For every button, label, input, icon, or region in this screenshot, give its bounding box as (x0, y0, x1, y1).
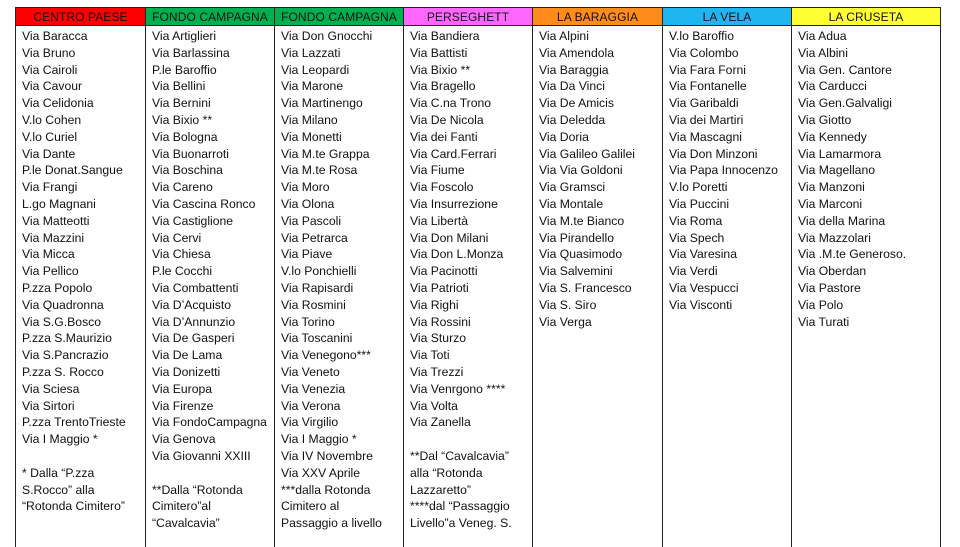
street-item: Via Castiglione (152, 213, 234, 228)
street-item: Via Bruno (22, 45, 76, 60)
footnote-line: **Dalla “Rotonda (152, 482, 243, 497)
street-item: Via Martinengo (281, 96, 363, 111)
street-item: Via Rapisardi (281, 280, 354, 295)
footnote-line: **Dal “Cavalcavia” (410, 448, 509, 463)
street-item: Via Albini (798, 45, 848, 60)
street-item: Via Baraggia (539, 62, 609, 77)
zone-header: LA BARAGGIA (533, 7, 662, 26)
street-item: Via Adua (798, 29, 847, 43)
street-item: Via Pacinotti (410, 264, 478, 279)
street-item: Via Venegono*** (281, 348, 371, 363)
street-item: Via Matteotti (22, 213, 90, 228)
street-item: Via Combattenti (152, 280, 239, 295)
street-item: Via Donizetti (152, 364, 221, 379)
street-item: L.go Magnani (22, 196, 96, 211)
street-item: V.lo Baroffio (669, 29, 735, 43)
street-item: Via Pellico (22, 264, 79, 279)
street-item: Via Lamarmora (798, 146, 882, 161)
street-item: Via Garibaldi (669, 96, 739, 111)
street-item: Via Sturzo (410, 331, 467, 346)
street-item: Via Spech (669, 230, 725, 245)
footnote-line: “Rotonda Cimitero” (22, 499, 125, 514)
street-item: Via Varesina (669, 247, 737, 262)
street-item: Via Venezia (281, 381, 346, 396)
street-item: Via Gen. Cantore (798, 62, 892, 77)
zone-header: LA CRUSETA (792, 7, 940, 26)
street-item: Via Bragello (410, 79, 476, 94)
street-item: Via Verga (539, 314, 592, 329)
street-item: P.le Donat.Sangue (22, 163, 123, 178)
street-item: Via D’Acquisto (152, 297, 232, 312)
street-item: Via D’Annunzio (152, 314, 236, 329)
street-item: Via Zanella (410, 415, 471, 430)
street-item: Via Virgilio (281, 415, 339, 430)
street-item: Via Marone (281, 79, 344, 94)
zone-header: FONDO CAMPAGNA (275, 7, 403, 26)
street-item: Via Patrioti (410, 280, 469, 295)
zone-header: FONDO CAMPAGNA (146, 7, 274, 26)
street-item: Via Visconti (669, 297, 733, 312)
street-item: Via Cavour (22, 79, 83, 94)
street-item: Via dei Martiri (669, 112, 744, 127)
footnote-line: Cimitero”al (152, 499, 211, 514)
footnote-line: Passaggio a livello (281, 516, 382, 531)
zone-column (792, 7, 941, 547)
street-item: Via Mascagni (669, 129, 742, 144)
street-item: P.le Baroffio (152, 62, 217, 77)
street-item: Via Firenze (152, 398, 214, 413)
zones-street-table (15, 7, 941, 547)
street-item: Via Colombo (669, 45, 739, 60)
street-item: V.lo Curiel (22, 129, 78, 144)
street-item: Via Magellano (798, 163, 876, 178)
street-item: Via Micca (22, 247, 75, 262)
street-item: V.lo Ponchielli (281, 264, 357, 279)
street-item: Via Sciesa (22, 381, 80, 396)
street-item: Via Trezzi (410, 364, 464, 379)
street-item: Via M.te Grappa (281, 146, 370, 161)
street-item: V.lo Cohen (22, 112, 82, 127)
street-item: Via Da Vinci (539, 79, 605, 94)
street-item: Via Verdi (669, 264, 718, 279)
street-item: Via Don Minzoni (669, 146, 758, 161)
zone-header: CENTRO PAESE (16, 7, 145, 26)
zone-column (533, 7, 663, 547)
street-item: Via M.te Bianco (539, 213, 625, 228)
street-item: Via Deledda (539, 112, 606, 127)
street-list (146, 26, 274, 532)
zone-column (146, 7, 275, 547)
street-item: Via Dante (22, 146, 76, 161)
street-item: Via Gramsci (539, 180, 606, 195)
street-item: Via Petrarca (281, 230, 348, 245)
street-item: Via Sirtori (22, 398, 75, 413)
zone-column (16, 7, 146, 547)
street-item: P.zza S. Rocco (22, 364, 104, 379)
zone-header: LA VELA (663, 7, 791, 26)
street-item: Via Fiume (410, 163, 465, 178)
street-item: Via Veneto (281, 364, 340, 379)
street-item: V.lo Poretti (669, 180, 728, 195)
zone-column (275, 7, 404, 547)
street-item: Via Olona (281, 196, 335, 211)
street-item: Via Cervi (152, 230, 202, 245)
street-item: Via S. Siro (539, 297, 597, 312)
street-item: Via Mazzini (22, 230, 85, 245)
street-item: Via Libertà (410, 213, 469, 228)
street-item: Via Kennedy (798, 129, 867, 144)
street-item: Via Celidonia (22, 96, 94, 111)
footnote-line: Cimitero al (281, 499, 340, 514)
footnote-line: alla “Rotonda (410, 465, 483, 480)
street-item: Via Volta (410, 398, 458, 413)
street-item: Via Roma (669, 213, 723, 228)
street-item: Via Giovanni XXIII (152, 448, 251, 463)
street-item: Via IV Novembre (281, 448, 373, 463)
street-item: Via Moro (281, 180, 330, 195)
street-item: Via Giotto (798, 112, 852, 127)
street-list (533, 26, 662, 330)
street-item: Via Pastore (798, 280, 861, 295)
street-item: Via Fara Forni (669, 62, 746, 77)
street-item: Via S.Pancrazio (22, 348, 109, 363)
street-item: Via Rosmini (281, 297, 346, 312)
street-item: Via Rossini (410, 314, 471, 329)
street-item: Via S. Francesco (539, 280, 632, 295)
street-item: Via Pirandello (539, 230, 614, 245)
street-item: Via Gen.Galvaligi (798, 96, 892, 111)
street-item: Via dei Fanti (410, 129, 478, 144)
street-item: Via Toscanini (281, 331, 353, 346)
street-item: Via Bologna (152, 129, 218, 144)
street-item: Via S.G.Bosco (22, 314, 102, 329)
street-item: Via Boschina (152, 163, 223, 178)
street-item: Via Europa (152, 381, 213, 396)
street-item: Via FondoCampagna (152, 415, 267, 430)
street-list (663, 26, 791, 314)
street-item: Via Bandiera (410, 29, 480, 43)
street-item: Via Cascina Ronco (152, 196, 256, 211)
street-item: Via Amendola (539, 45, 614, 60)
zone-column (404, 7, 533, 547)
street-item: Via I Maggio * (22, 432, 98, 447)
street-item: Via Lazzati (281, 45, 341, 60)
street-item: Via Piave (281, 247, 333, 262)
street-item: Via Alpini (539, 29, 589, 43)
street-item: Via Bellini (152, 79, 206, 94)
street-item: Via Verona (281, 398, 341, 413)
street-item: Via C.na Trono (410, 96, 492, 111)
street-item: Via De Lama (152, 348, 223, 363)
footnote-line: * Dalla “P.zza (22, 465, 95, 480)
street-item: Via Insurrezione (410, 196, 498, 211)
street-item: Via M.te Rosa (281, 163, 358, 178)
street-item: Via Righi (410, 297, 459, 312)
footnote-line: Lazzaretto” (410, 482, 471, 497)
street-item: Via De Nicola (410, 112, 484, 127)
street-item: Via Buonarroti (152, 146, 230, 161)
street-list (792, 26, 940, 330)
street-item: Via Torino (281, 314, 335, 329)
street-item: Via Genova (152, 432, 216, 447)
street-item: Via Cairoli (22, 62, 78, 77)
street-item: Via Oberdan (798, 264, 867, 279)
street-item: Via Bixio ** (410, 62, 471, 77)
street-item: Via Artiglieri (152, 29, 217, 43)
street-item: P.zza TrentoTrieste (22, 415, 126, 430)
street-item: Via Baracca (22, 29, 88, 43)
street-item: Via Bixio ** (152, 112, 213, 127)
zone-header: PERSEGHETT (404, 7, 532, 26)
street-item: Via Bernini (152, 96, 211, 111)
footnote-line: “Cavalcavia” (152, 516, 220, 531)
street-item: Via De Amicis (539, 96, 614, 111)
street-item: Via Polo (798, 297, 844, 312)
street-item: Via Don Gnocchi (281, 29, 373, 43)
street-item: Via Marconi (798, 196, 863, 211)
street-item: Via Mazzolari (798, 230, 871, 245)
street-item: Via Milano (281, 112, 338, 127)
street-item: Via della Marina (798, 213, 886, 228)
street-item: Via Venrgono **** (410, 381, 506, 396)
street-item: Via Card.Ferrari (410, 146, 497, 161)
zone-column (663, 7, 792, 547)
street-item: Via Quadronna (22, 297, 104, 312)
street-item: P.zza Popolo (22, 280, 93, 295)
street-list (16, 26, 145, 515)
street-list (275, 26, 403, 532)
street-item: Via Turati (798, 314, 850, 329)
street-item: Via Carducci (798, 79, 867, 94)
street-item: Via De Gasperi (152, 331, 235, 346)
street-item: Via Leopardi (281, 62, 350, 77)
street-item: Via Battisti (410, 45, 468, 60)
street-item: Via Chiesa (152, 247, 211, 262)
street-item: Via Barlassina (152, 45, 230, 60)
street-item: Via Doria (539, 129, 589, 144)
street-item: Via Pascoli (281, 213, 342, 228)
footnote-line: S.Rocco” alla (22, 482, 95, 497)
street-item: P.zza S.Maurizio (22, 331, 112, 346)
street-item: Via Fontanelle (669, 79, 747, 94)
footnote-line: ***dalla Rotonda (281, 482, 371, 497)
street-item: Via Foscolo (410, 180, 474, 195)
street-item: Via Salvemini (539, 264, 613, 279)
street-item: Via Quasimodo (539, 247, 623, 262)
street-item: Via XXV Aprile (281, 465, 361, 480)
street-item: Via Monetti (281, 129, 342, 144)
street-item: Via Montale (539, 196, 604, 211)
street-item: Via I Maggio * (281, 432, 357, 447)
footnote-line: ****dal “Passaggio (410, 499, 510, 514)
street-item: P.le Cocchi (152, 264, 213, 279)
street-item: Via Toti (410, 348, 450, 363)
footnote-line: Livello”a Veneg. S. (410, 516, 512, 531)
street-item: Via Frangi (22, 180, 78, 195)
street-item: Via Don L.Monza (410, 247, 504, 262)
street-item: Via Manzoni (798, 180, 865, 195)
street-item: Via Papa Innocenzo (669, 163, 778, 178)
street-item: Via Via Goldoni (539, 163, 623, 178)
street-item: Via Don Milani (410, 230, 489, 245)
street-item: Via Careno (152, 180, 213, 195)
street-item: Via Puccini (669, 196, 730, 211)
street-list (404, 26, 532, 532)
street-item: Via .M.te Generoso. (798, 247, 907, 262)
street-item: Via Vespucci (669, 280, 739, 295)
street-item: Via Galileo Galilei (539, 146, 635, 161)
